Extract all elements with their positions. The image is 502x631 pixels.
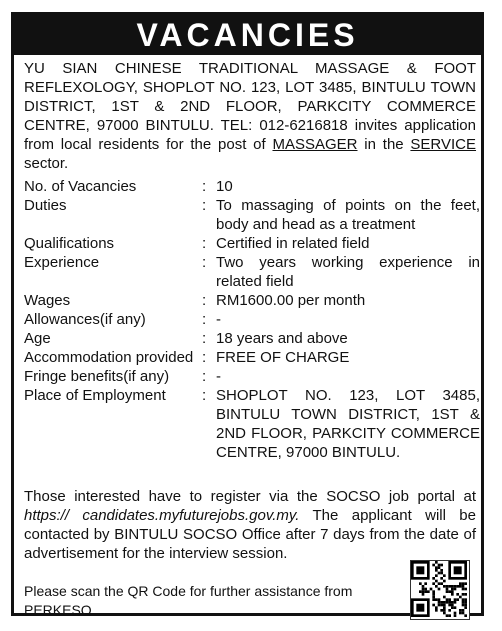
detail-colon: : bbox=[202, 254, 207, 271]
page-title: VACANCIES bbox=[14, 15, 481, 55]
detail-colon: : bbox=[202, 349, 207, 366]
detail-value: FREE OF CHARGE bbox=[216, 349, 350, 366]
detail-value: 10 bbox=[216, 178, 233, 195]
detail-label: Experience bbox=[24, 254, 100, 271]
detail-label: Duties bbox=[24, 197, 67, 214]
post-title: MASSAGER bbox=[272, 136, 358, 153]
detail-row-qualifications bbox=[24, 234, 480, 253]
detail-value: To massaging of points on the feet, body and head as a treatment bbox=[216, 197, 480, 233]
detail-row-wages bbox=[24, 291, 480, 310]
detail-label: Place of Employment bbox=[24, 387, 166, 404]
intro-text-1: YU SIAN CHINESE TRADITIONAL MASSAGE & FOOT REFLEXOLOGY, SHOPLOT NO. 123, LOT 3485, BINTULU TOWN DISTRICT, 1ST & 2ND FLOOR, PARKCITY COMMERCE CENTRE, 97000 BINTULU. TEL: 012-6216818 invites application from local residents for the post of bbox=[24, 60, 476, 153]
detail-value: - bbox=[216, 368, 221, 385]
intro-text-3: sector. bbox=[24, 155, 69, 172]
detail-value: - bbox=[216, 311, 221, 328]
detail-colon: : bbox=[202, 235, 207, 252]
detail-label: Qualifications bbox=[24, 235, 115, 252]
detail-row-experience bbox=[24, 253, 480, 291]
footer-text-2: The applicant will be contacted by BINTULU SOCSO Office after 7 days from the date of advertisement for the interview session. bbox=[24, 507, 476, 562]
intro-text-2: in the bbox=[357, 136, 411, 153]
advertisement-frame bbox=[11, 12, 484, 616]
detail-value: Certified in related field bbox=[216, 235, 370, 252]
detail-row-fringe-benefits bbox=[24, 367, 480, 386]
detail-row-place-of-employment bbox=[24, 386, 480, 462]
detail-value: SHOPLOT NO. 123, LOT 3485, BINTULU TOWN DISTRICT, 1ST & 2ND FLOOR, PARKCITY COMMERCE CENTRE, 97000 BINTULU. bbox=[216, 387, 480, 461]
detail-colon: : bbox=[202, 368, 207, 385]
detail-colon: : bbox=[202, 387, 207, 404]
qr-code-graphic bbox=[411, 561, 467, 617]
intro-paragraph bbox=[24, 59, 476, 173]
sector-name: SERVICE bbox=[410, 136, 477, 153]
application-instructions bbox=[24, 487, 476, 563]
job-details bbox=[24, 177, 480, 462]
detail-label: Wages bbox=[24, 292, 71, 309]
detail-value: RM1600.00 per month bbox=[216, 292, 366, 309]
detail-colon: : bbox=[202, 330, 207, 347]
detail-colon: : bbox=[202, 197, 207, 214]
detail-label: Allowances(if any) bbox=[24, 311, 146, 328]
detail-label: No. of Vacancies bbox=[24, 178, 137, 195]
detail-row-allowances bbox=[24, 310, 480, 329]
detail-row-duties bbox=[24, 196, 480, 234]
detail-label: Accommodation provided bbox=[24, 349, 194, 366]
detail-row-vacancies bbox=[24, 177, 480, 196]
scan-instruction: Please scan the QR Code for further assistance from PERKESO bbox=[24, 583, 353, 618]
detail-row-accommodation bbox=[24, 348, 480, 367]
detail-label: Age bbox=[24, 330, 51, 347]
detail-colon: : bbox=[202, 292, 207, 309]
portal-link[interactable]: https:// candidates.myfuturejobs.gov.my. bbox=[24, 507, 300, 524]
detail-value: 18 years and above bbox=[216, 330, 348, 347]
footer-text-1: Those interested have to register via the SOCSO job portal at bbox=[24, 488, 476, 505]
detail-row-age bbox=[24, 329, 480, 348]
detail-colon: : bbox=[202, 178, 207, 195]
qr-code-icon[interactable] bbox=[410, 560, 470, 620]
detail-value: Two years working experience in related field bbox=[216, 254, 480, 290]
detail-colon: : bbox=[202, 311, 207, 328]
detail-label: Fringe benefits(if any) bbox=[24, 368, 170, 385]
